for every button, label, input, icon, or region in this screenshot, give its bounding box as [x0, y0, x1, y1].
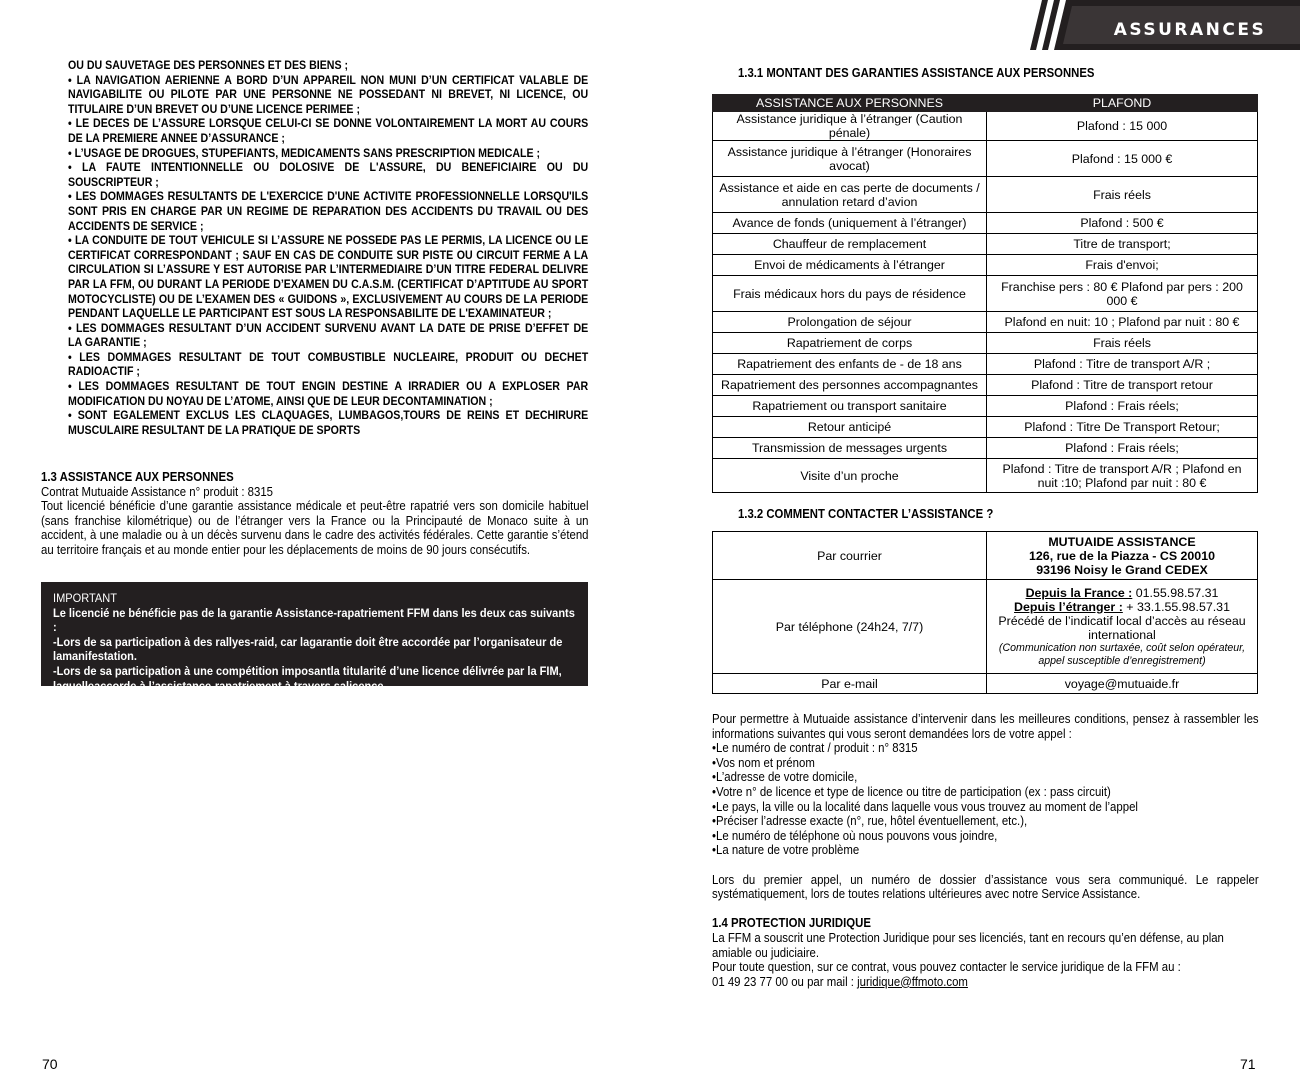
- table-cell: Plafond : Titre de transport retour: [987, 375, 1258, 396]
- table-cell: Plafond en nuit: 10 ; Plafond par nuit : 80 €: [987, 312, 1258, 333]
- table-row: [713, 674, 1258, 694]
- table-cell: Envoi de médicaments à l’étranger: [713, 255, 987, 276]
- important-line: Le licencié ne bénéficie pas de la garantie Assistance-rapatriement FFM dans les deux cas suivants :: [53, 605, 575, 635]
- info-item: •Votre n° de licence et type de licence ou titre de participation (ex : pass circuit): [712, 784, 1111, 799]
- exclusion-item: • LA CONDUITE DE TOUT VEHICULE SI L’ASSURE NE POSSEDE PAS LE PERMIS, LA LICENCE OU LE CERTIFICAT CORRESPONDANT ; SAUF EN CAS DE CONDUITE SUR PISTE OU CIRCUIT FERME A LA CIRCULATION SI L’ASSURE Y EST AUTORISE PAR L’INTERMEDIAIRE D’UN TITRE FEDERAL DELIVRE PAR LA FFM, OU DURANT LA PERIODE D’EXAMEN DU C.A.S.M. (CERTIFICAT D’APTITUDE AU SPORT MOTOCYCLISTE) OU DE L’EXAMEN DES « GUIDONS », EXCLUSIVEMENT AU COURS DE LA PERIODE PENDANT LAQUELLE LE PARTICIPANT EST SOUS LA RESPONSABILITE DE L'EXAMINATEUR ;: [68, 233, 589, 321]
- table-row: [713, 213, 1258, 234]
- column-header: PLAFOND: [987, 95, 1258, 112]
- phone-france: [991, 586, 1253, 600]
- table-cell: Chauffeur de remplacement: [713, 234, 987, 255]
- section-heading: 1.4 PROTECTION JURIDIQUE: [712, 916, 871, 931]
- guarantees-table: [712, 94, 1258, 493]
- table-cell: Assistance juridique à l’étranger (Honoraires avocat): [713, 141, 987, 177]
- table-cell: Plafond : Titre De Transport Retour;: [987, 417, 1258, 438]
- exclusion-item: • L’USAGE DE DROGUES, STUPEFIANTS, MEDICAMENTS SANS PRESCRIPTION MEDICALE ;: [68, 145, 541, 160]
- address-line: 93196 Noisy le Grand CEDEX: [1036, 562, 1208, 577]
- table-cell: Franchise pers : 80 € Plafond par pers : 200 000 €: [987, 276, 1258, 312]
- table-cell: Rapatriement des enfants de - de 18 ans: [713, 354, 987, 375]
- info-item: •Préciser l’adresse exacte (n°, rue, hôtel éventuellement, etc.),: [712, 814, 1028, 829]
- table-cell: Assistance juridique à l’étranger (Caution pénale): [713, 112, 987, 141]
- table-cell: Prolongation de séjour: [713, 312, 987, 333]
- contact-table: [712, 531, 1258, 694]
- exclusions-list: [68, 58, 588, 437]
- table-cell: Assistance et aide en cas perte de documents / annulation retard d’avion: [713, 177, 987, 213]
- exclusion-item: • LES DOMMAGES RESULTANT D’UN ACCIDENT SURVENU AVANT LA DATE DE PRISE D’EFFET DE LA GARANTIE ;: [68, 320, 589, 350]
- phone-france-number[interactable]: 01.55.98.57.31: [1132, 585, 1219, 600]
- table-cell: Retour anticipé: [713, 417, 987, 438]
- exclusion-item: OU DU SAUVETAGE DES PERSONNES ET DES BIENS ;: [68, 58, 349, 72]
- exclusion-item: • LES DOMMAGES RESULTANT DE TOUT COMBUSTIBLE NUCLEAIRE, PRODUIT OU DECHET RADIOACTIF ;: [68, 349, 589, 379]
- column-header: ASSISTANCE AUX PERSONNES: [713, 95, 987, 112]
- important-title: IMPORTANT: [53, 591, 117, 605]
- table-cell: Visite d’un proche: [713, 459, 987, 493]
- table-row: [713, 375, 1258, 396]
- phone-abroad-number[interactable]: + 33.1.55.98.57.31: [1122, 599, 1230, 614]
- info-item: •Le pays, la ville ou la localité dans laquelle vous vous trouvez au moment de l’appel: [712, 799, 1138, 814]
- table-cell: Plafond : 500 €: [987, 213, 1258, 234]
- assistance-info: [712, 712, 1258, 989]
- exclusion-item: • LES DOMMAGES RESULTANTS DE L'EXERCICE D'UNE ACTIVITE PROFESSIONNELLE LORSQU'ILS SONT PRIS EN CHARGE PAR UN REGIME DE REPARATION DES ACCIDENTS DU TRAVAIL OU DES ACCIDENTS DE SERVICE ;: [68, 189, 589, 233]
- table-cell: Frais réels: [987, 177, 1258, 213]
- table-row: [713, 580, 1258, 674]
- section-body: Tout licencié bénéficie d’une garantie assistance médicale et peut-être rapatrié vers son domicile habituel (sans franchise kilométrique) ou de l’étranger vers la France ou la Principauté de Monaco suite à un accident, à une maladie ou à un décès survenu dans le cadre des activités fédérales. Cette garantie s’étend au territoire français et au monde entier pour les déplacements de moins de 90 jours consécutifs.: [41, 499, 589, 557]
- page-number-left: 70: [42, 1056, 58, 1072]
- important-line: -Lors de sa participation à une compétition imposantla titularité d’une licence délivrée par la FIM, laquelleaccorde à l’assistance-rapatriement à travers salicence.: [53, 663, 562, 693]
- legal-protection-text: La FFM a souscrit une Protection Juridique pour ses licenciés, tant en recours qu’en défense, au plan amiable ou judiciaire.: [712, 930, 1224, 960]
- info-item: •Le numéro de contrat / produit : n° 8315: [712, 741, 918, 756]
- page-number-right: 71: [1240, 1056, 1256, 1072]
- exclusion-item: • LE DECES DE L’ASSURE LORSQUE CELUI-CI SE DONNE VOLONTAIREMENT LA MORT AU COURS DE LA PREMIERE ANNEE D’ASSURANCE ;: [68, 116, 589, 145]
- postal-address: [987, 532, 1258, 580]
- exclusion-item: • LA NAVIGATION AERIENNE A BORD D’UN APPAREIL NON MUNI D’UN CERTIFICAT VALABLE DE NAVIGABILITE OU PILOTE PAR UNE PERSONNE NE POSSEDANT NI BREVET, NI LICENCE, OU TITULAIRE D’UN BREVET OU D’UNE LICENCE PERIMEE ;: [68, 72, 589, 116]
- contact-label: Par téléphone (24h24, 7/7): [713, 580, 987, 674]
- info-item: •Vos nom et prénom: [712, 755, 815, 770]
- important-box: [41, 582, 588, 693]
- table-row: [713, 333, 1258, 354]
- phone-note: Précédé de l’indicatif local d’accès au réseau international: [998, 613, 1246, 642]
- info-item: •Le numéro de téléphone où nous pouvons vous joindre,: [712, 828, 998, 843]
- phone-cost-note: (Communication non surtaxée, coût selon opérateur, appel susceptible d’enregistrement): [998, 641, 1246, 667]
- address-line: MUTUAIDE ASSISTANCE: [1048, 534, 1196, 549]
- phone-abroad: [991, 600, 1253, 614]
- legal-phone: 01 49 23 77 00 ou par mail :: [712, 974, 858, 989]
- table-row: [713, 177, 1258, 213]
- table-row: [713, 255, 1258, 276]
- table-cell: Frais réels: [987, 333, 1258, 354]
- table-cell: Titre de transport;: [987, 234, 1258, 255]
- table-row: [713, 141, 1258, 177]
- exclusion-item: • LA FAUTE INTENTIONNELLE OU DOLOSIVE DE L'ASSURE, DU BENEFICIAIRE OU DU SOUSCRIPTEUR ;: [68, 160, 589, 189]
- table-row: [713, 438, 1258, 459]
- info-item: •La nature de votre problème: [712, 843, 860, 858]
- section-heading: 1.3 ASSISTANCE AUX PERSONNES: [41, 470, 234, 484]
- legal-contact-text: Pour toute question, sur ce contrat, vous pouvez contacter le service juridique de la FFM au :: [712, 960, 1181, 975]
- table-cell: Plafond : Frais réels;: [987, 396, 1258, 417]
- table-row: [713, 532, 1258, 580]
- legal-email-link[interactable]: juridique@ffmoto.com: [857, 974, 968, 989]
- table-cell: Rapatriement de corps: [713, 333, 987, 354]
- table1-heading: 1.3.1 MONTANT DES GARANTIES ASSISTANCE AUX PERSONNES: [738, 66, 1095, 80]
- banner-title: ASSURANCES: [1113, 20, 1267, 40]
- table-row: [713, 396, 1258, 417]
- important-line: -Lors de sa participation à des rallyes-raid, car lagarantie doit être accordée par l’organisateur de lamanifestation.: [53, 634, 563, 664]
- table-row: [713, 234, 1258, 255]
- exclusion-item: • LES DOMMAGES RESULTANT DE TOUT ENGIN DESTINE A IRRADIER OU A EXPLOSER PAR MODIFICATION DU NOYAU DE L’ATOME, AINSI QUE DE LEUR DECONTAMINATION ;: [68, 379, 589, 408]
- table-cell: Rapatriement ou transport sanitaire: [713, 396, 987, 417]
- section-assistance-personnes: [41, 470, 589, 557]
- table-cell: Frais d'envoi;: [987, 255, 1258, 276]
- section-banner: [1030, 0, 1300, 50]
- table-row: [713, 354, 1258, 375]
- table-row: [713, 459, 1258, 493]
- table-cell: Avance de fonds (uniquement à l’étranger): [713, 213, 987, 234]
- info-intro: Pour permettre à Mutuaide assistance d’intervenir dans les meilleures conditions, pensez à rassembler les informations suivantes qui vous seront demandées lors de votre appel :: [712, 712, 1259, 741]
- exclusion-item: • SONT EGALEMENT EXCLUS LES CLAQUAGES, LUMBAGOS,TOURS DE REINS ET DECHIRURE MUSCULAIRE RESULTANT DE LA PRATIQUE DE SPORTS: [68, 408, 589, 437]
- contact-label: Par e-mail: [713, 674, 987, 694]
- table-cell: Plafond : Titre de transport A/R ; Plafond en nuit :10; Plafond par nuit : 80 €: [987, 459, 1258, 493]
- contact-label: Par courrier: [713, 532, 987, 580]
- address-line: 126, rue de la Piazza - CS 20010: [1029, 548, 1215, 563]
- table-cell: Plafond : 15 000: [987, 112, 1258, 141]
- table-cell: Plafond : Titre de transport A/R ;: [987, 354, 1258, 375]
- table-cell: Frais médicaux hors du pays de résidence: [713, 276, 987, 312]
- phone-details: [987, 580, 1258, 674]
- first-call-text: Lors du premier appel, un numéro de dossier d’assistance vous sera communiqué. Le rappeler systématiquement, lors de toutes relations ultérieures avec notre Service Assistance.: [712, 872, 1259, 902]
- table-row: [713, 312, 1258, 333]
- contract-number: Contrat Mutuaide Assistance n° produit : 8315: [41, 484, 274, 499]
- table-row: [713, 417, 1258, 438]
- table-row: [713, 276, 1258, 312]
- table-cell: Rapatriement des personnes accompagnantes: [713, 375, 987, 396]
- table-cell: Transmission de messages urgents: [713, 438, 987, 459]
- phone-abroad-label: Depuis l’étranger :: [1014, 599, 1123, 614]
- email-link[interactable]: voyage@mutuaide.fr: [987, 674, 1258, 694]
- legal-contact-line: [712, 975, 1259, 990]
- table2-heading: 1.3.2 COMMENT CONTACTER L’ASSISTANCE ?: [738, 507, 994, 521]
- table-cell: Plafond : Frais réels;: [987, 438, 1258, 459]
- phone-france-label: Depuis la France :: [1025, 585, 1133, 600]
- table-row: [713, 112, 1258, 141]
- table-cell: Plafond : 15 000 €: [987, 141, 1258, 177]
- info-item: •L’adresse de votre domicile,: [712, 770, 858, 785]
- table-header-row: [713, 95, 1258, 112]
